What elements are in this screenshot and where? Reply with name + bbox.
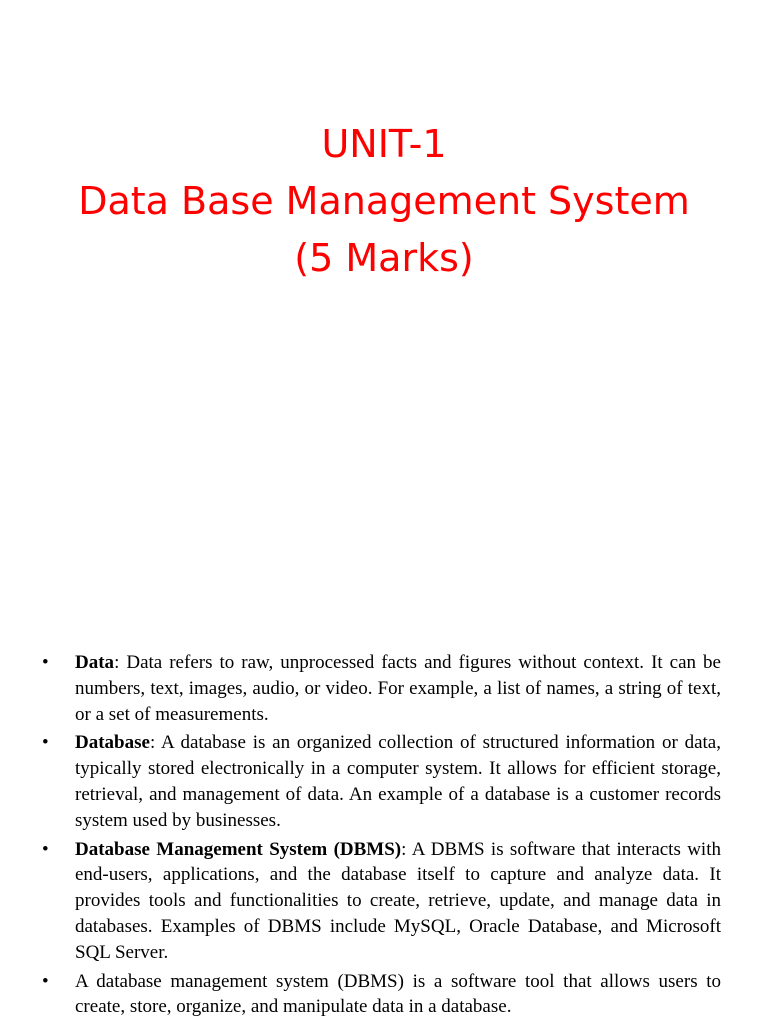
bullet-icon: • bbox=[42, 652, 49, 673]
definition-text: : Data refers to raw, unprocessed facts and figures without context. It can be numbers, text, images, audio, or video. For example, a list of names, a string of text, or a set of measurements. bbox=[75, 652, 721, 725]
bullet-icon: • bbox=[42, 838, 49, 860]
unit-heading: UNIT-1 bbox=[321, 122, 447, 166]
definitions-list bbox=[40, 650, 721, 1023]
list-item-data bbox=[40, 650, 721, 727]
term-label: Database Management System (DBMS) bbox=[75, 838, 402, 860]
list-item-dbms-summary bbox=[40, 969, 721, 1021]
slide-title bbox=[0, 116, 768, 287]
list-item-dbms bbox=[40, 837, 721, 966]
definition-text: : A DBMS is software that interacts with end-users, applications, and the database itself to capture and analyze data. It provides tools and functionalities to create, retrieve, update, and manage data in databases. Examples of DBMS include MySQL, Oracle Database, and Microsoft SQL Server. bbox=[75, 838, 721, 963]
bullet-icon: • bbox=[42, 970, 49, 992]
definition-text: : A database is an organized collection of structured information or data, typically stored electronically in a computer system. It allows for efficient storage, retrieval, and management of data. An example of a database is a customer records system used by businesses. bbox=[75, 732, 721, 831]
subject-heading: Data Base Management System bbox=[78, 179, 690, 223]
marks-heading: (5 Marks) bbox=[294, 236, 474, 280]
bullet-icon: • bbox=[42, 732, 49, 754]
term-label: Database bbox=[75, 732, 150, 754]
definition-text: A database management system (DBMS) is a software tool that allows users to create, store, organize, and manipulate data in a database. bbox=[75, 970, 721, 1018]
list-item-database bbox=[40, 730, 721, 833]
term-label: Data bbox=[75, 652, 115, 673]
